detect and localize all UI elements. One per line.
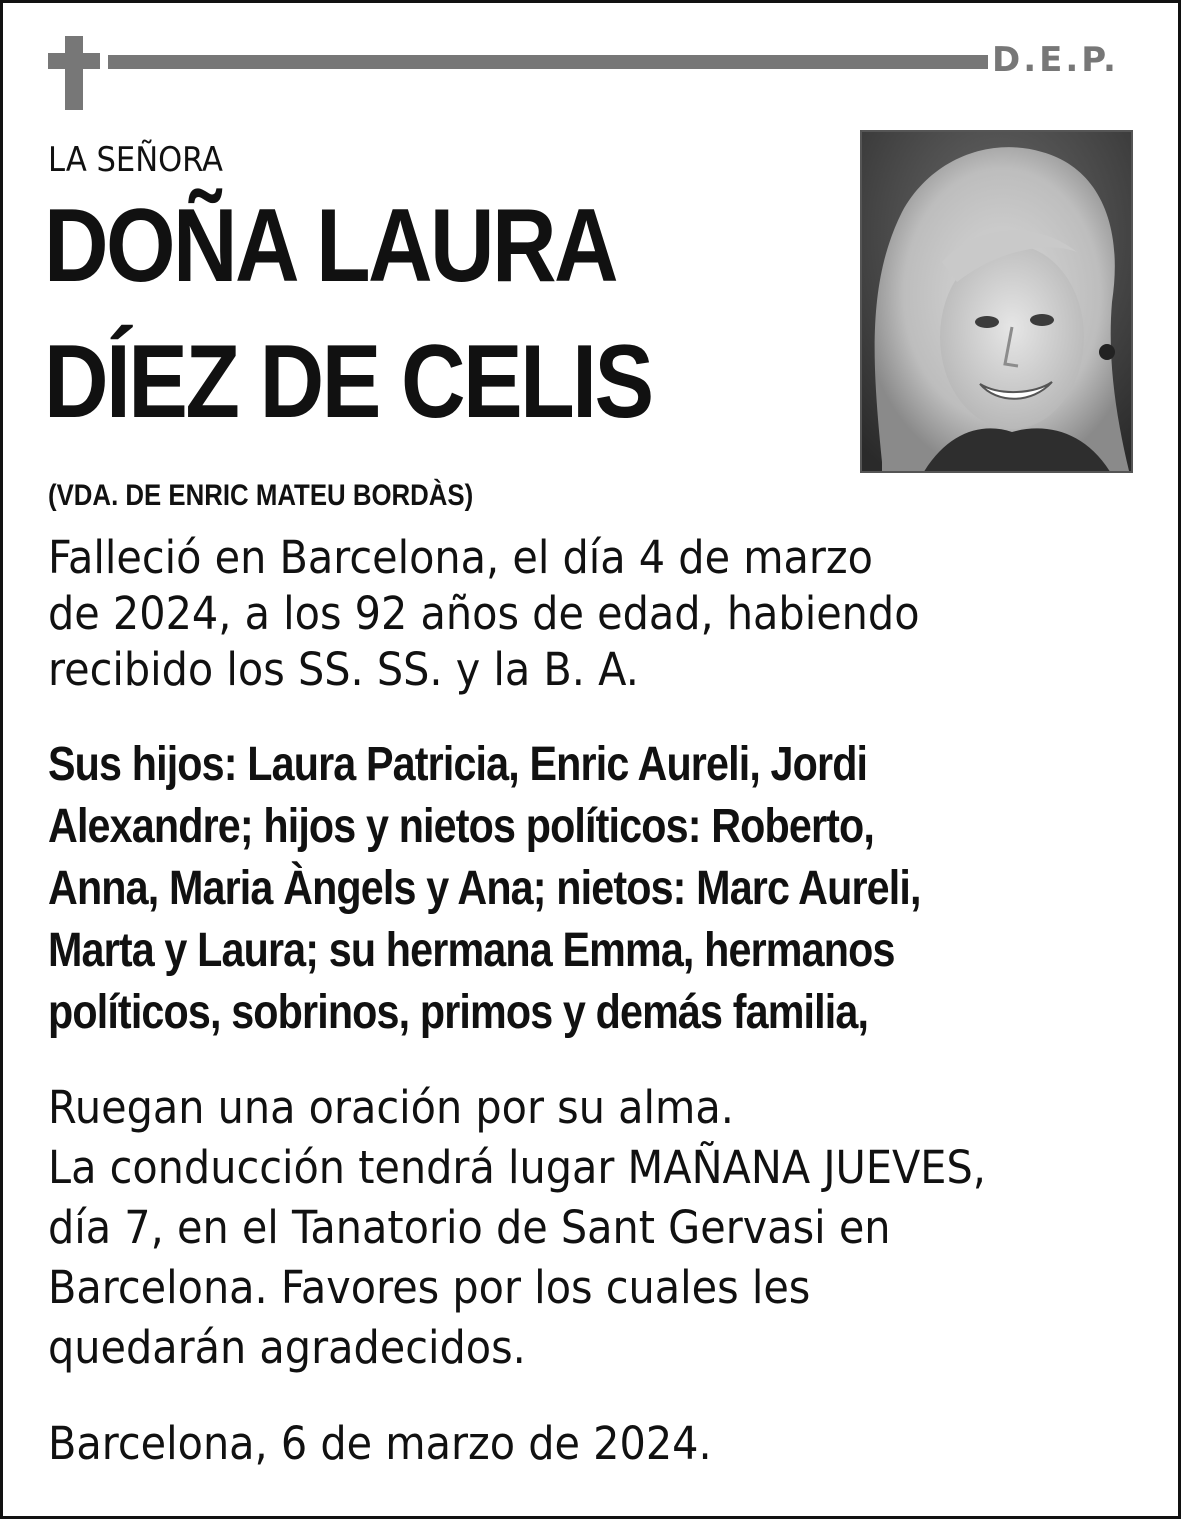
widow-of: (VDA. DE ENRIC MATEU BORDÀS) (48, 479, 474, 512)
death-notice-line: recibido los SS. SS. y la B. A. (48, 643, 639, 696)
death-notice (48, 530, 920, 698)
portrait-photo (860, 130, 1133, 473)
place-date (48, 1416, 712, 1472)
deceased-name-line-1: DOÑA LAURA (44, 188, 617, 304)
family-line: Anna, Maria Àngels y Ana; nietos: Marc Aureli, (48, 862, 921, 915)
dep-label: D.E.P. (992, 40, 1119, 80)
header-rule (108, 55, 988, 69)
family-line: políticos, sobrinos, primos y demás familia, (48, 986, 869, 1039)
service-line: Barcelona. Favores por los cuales les (48, 1261, 811, 1314)
portrait-image (862, 132, 1133, 473)
service-details (48, 1078, 986, 1378)
service-line: La conducción tendrá lugar MAÑANA JUEVES, (48, 1141, 986, 1194)
family-line: Alexandre; hijos y nietos políticos: Roberto, (48, 800, 875, 853)
place-date-line: Barcelona, 6 de marzo de 2024. (48, 1417, 712, 1470)
family-line: Sus hijos: Laura Patricia, Enric Aureli, Jordi (48, 738, 868, 791)
honorific: LA SEÑORA (48, 140, 223, 180)
family-line: Marta y Laura; su hermana Emma, hermanos (48, 924, 895, 977)
service-line: quedarán agradecidos. (48, 1321, 526, 1374)
deceased-name-line-2: DÍEZ DE CELIS (44, 324, 652, 440)
service-line: día 7, en el Tanatorio de Sant Gervasi en (48, 1201, 891, 1254)
cross-icon (48, 36, 100, 110)
service-line: Ruegan una oración por su alma. (48, 1081, 734, 1134)
death-notice-line: de 2024, a los 92 años de edad, habiendo (48, 587, 920, 640)
family-list (48, 734, 921, 1044)
death-notice-line: Falleció en Barcelona, el día 4 de marzo (48, 531, 873, 584)
